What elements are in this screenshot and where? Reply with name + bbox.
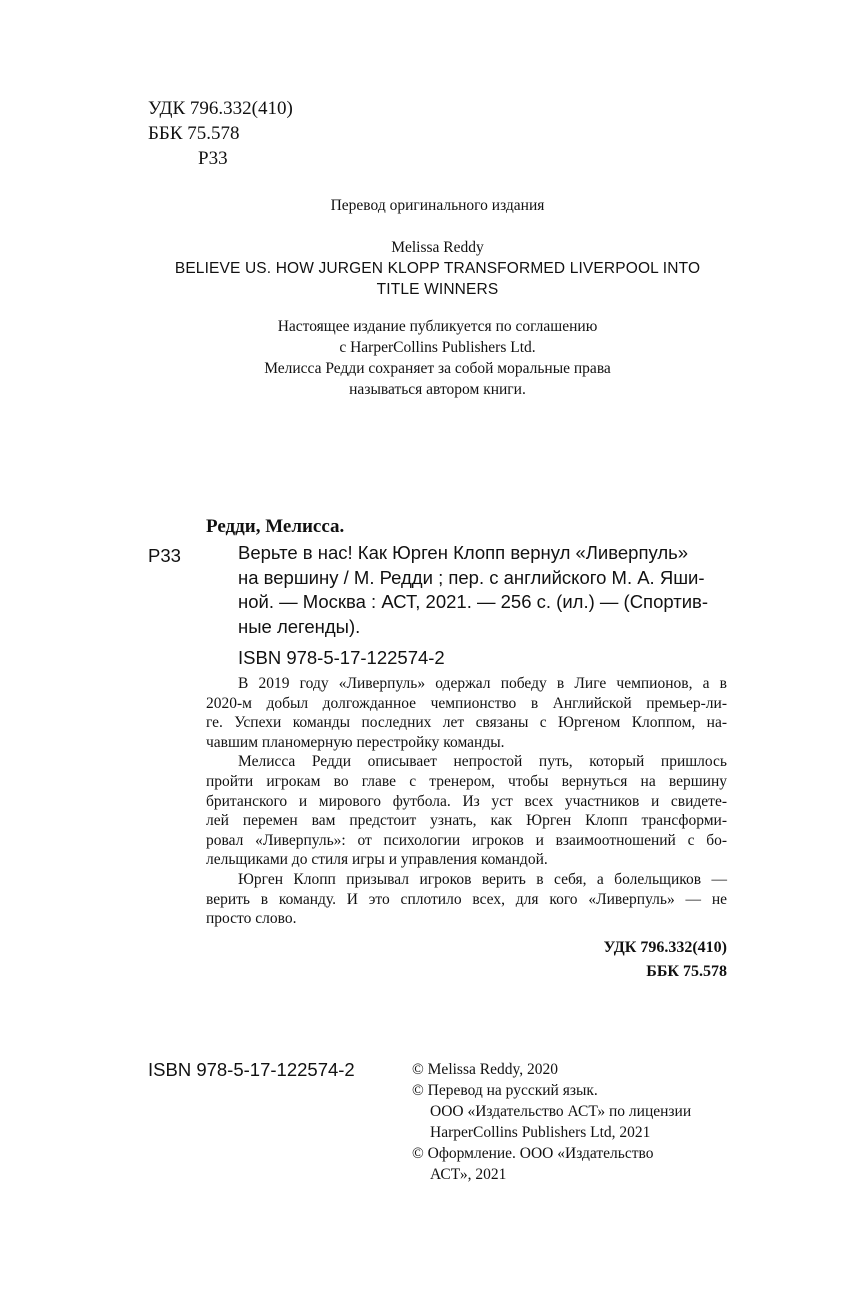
annotation-line: 2020-м добыл долгожданное чемпионство в Английской премьер-ли- <box>206 694 727 712</box>
copyright-line: © Melissa Reddy, 2020 <box>412 1061 558 1078</box>
annotation-line: лельщиками до стиля игры и управления командой. <box>206 851 548 869</box>
copyright-line: HarperCollins Publishers Ltd, 2021 <box>430 1124 651 1141</box>
original-edition-label: Перевод оригинального издания <box>330 197 545 214</box>
original-author: Melissa Reddy <box>391 239 484 256</box>
annotation-line: Мелисса Редди описывает непростой путь, который пришлось <box>238 753 727 771</box>
copyright-line: АСТ», 2021 <box>430 1166 507 1183</box>
annotation-line: верить в команду. И это сплотило всех, для кого «Ливерпуль» — не <box>206 890 727 908</box>
card-author: Редди, Мелисса. <box>206 516 345 537</box>
rights-line: с HarperCollins Publishers Ltd. <box>339 339 536 356</box>
author-sign: Р33 <box>198 148 228 169</box>
bib-line: ной. — Москва : АСТ, 2021. — 256 с. (ил.) — (Спортив- <box>238 591 709 612</box>
copyright-line: ООО «Издательство АСТ» по лицензии <box>430 1103 692 1120</box>
copyright-line: © Перевод на русский язык. <box>412 1082 598 1099</box>
bbk-code: ББК 75.578 <box>148 123 240 144</box>
copyright-block <box>412 1059 742 1185</box>
bib-line: ные легенды). <box>238 615 361 637</box>
classification-right <box>604 936 727 984</box>
original-edition-block <box>60 237 815 300</box>
annotation-line: лей перемен вам предстоит узнать, как Юрген Клопп трансформи- <box>206 812 727 830</box>
annotation-line: просто слово. <box>206 910 297 928</box>
card-isbn: ISBN 978-5-17-122574-2 <box>238 647 445 668</box>
bib-line: Верьте в нас! Как Юрген Клопп вернул «Ливерпуль» <box>238 542 689 563</box>
rights-line: Настоящее издание публикуется по соглашению <box>277 318 598 335</box>
annotation-line: чавшим планомерную перестройку команды. <box>206 733 505 751</box>
original-title-line-2: TITLE WINNERS <box>376 281 499 298</box>
bib-line: на вершину / М. Редди ; пер. с английского М. А. Яши- <box>238 566 705 588</box>
classification-block <box>148 96 293 171</box>
annotation-line: ге. Успехи команды последних лет связаны с Юргеном Клоппом, на- <box>206 714 727 732</box>
udk-code: УДК 796.332(410) <box>148 98 293 119</box>
annotation-line: британского и мирового футбола. Из уст всех участников и свидете- <box>206 792 727 810</box>
annotation-line: В 2019 году «Ливерпуль» одержал победу в Лиге чемпионов, а в <box>238 675 727 692</box>
bottom-isbn: ISBN 978-5-17-122574-2 <box>148 1059 355 1080</box>
annotation-line: пройти игрокам во главе с тренером, чтобы вернуться на вершину <box>206 772 727 790</box>
rights-line: Мелисса Редди сохраняет за собой моральные права <box>264 360 611 377</box>
original-title-line-1: BELIEVE US. HOW JURGEN KLOPP TRANSFORMED LIVERPOOL INTO <box>174 260 701 277</box>
card-code: Р33 <box>148 545 181 566</box>
bbk-code-right: ББК 75.578 <box>646 963 727 980</box>
udk-code-right: УДК 796.332(410) <box>603 939 727 956</box>
rights-line: называться автором книги. <box>349 381 526 398</box>
rights-block <box>60 316 815 400</box>
annotation-line: ровал «Ливерпуль»: от психологии игроков и взаимоотношений с бо- <box>206 831 727 849</box>
annotation <box>206 674 727 929</box>
annotation-line: Юрген Клопп призывал игроков верить в себя, а болельщиков — <box>238 870 727 888</box>
bibliographic-description <box>238 541 727 639</box>
copyright-line: © Оформление. ООО «Издательство <box>412 1145 654 1162</box>
